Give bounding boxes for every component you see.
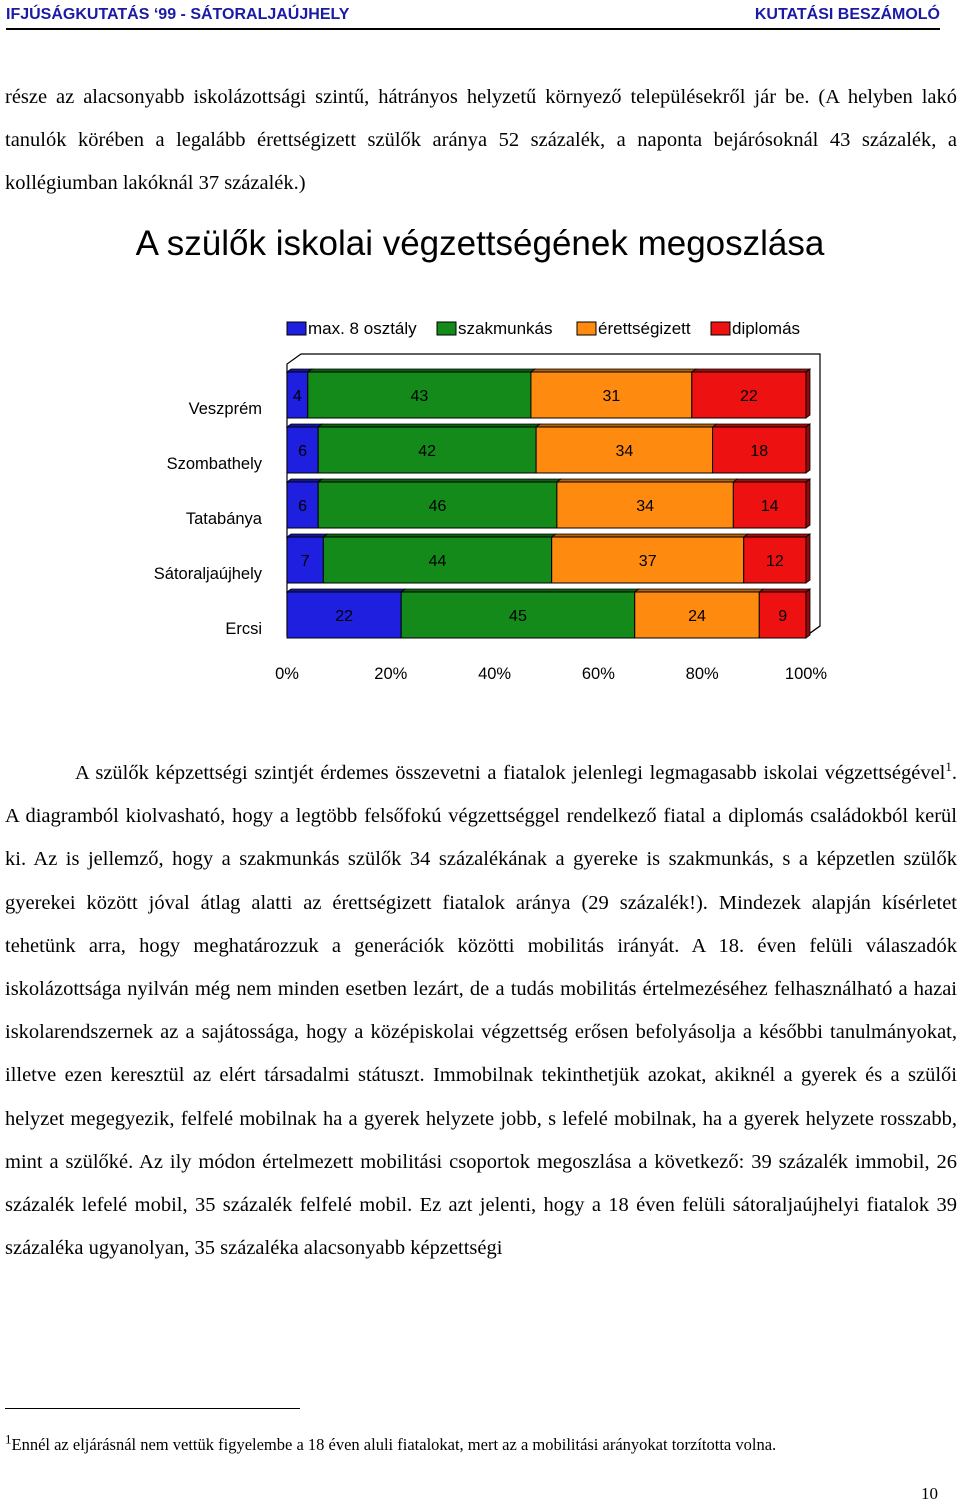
category-label: Ercsi	[225, 620, 262, 638]
legend-label: max. 8 osztály	[308, 319, 417, 338]
data-label: 44	[428, 553, 447, 570]
data-label: 7	[300, 553, 310, 570]
data-label: 9	[778, 608, 788, 625]
data-label: 42	[418, 443, 437, 460]
legend-label: diplomás	[732, 319, 801, 338]
body-paragraph	[5, 752, 957, 1270]
data-label: 31	[602, 388, 621, 405]
header-title: IFJÚSÁGKUTATÁS ‘99 - SÁTORALJAÚJHELY	[6, 6, 350, 23]
bar-segment-side	[806, 369, 810, 418]
legend-swatch	[287, 322, 306, 335]
data-label: 14	[760, 498, 779, 515]
stacked-bar-chart	[0, 300, 960, 710]
x-tick-label: 80%	[685, 665, 719, 683]
data-label: 34	[636, 498, 655, 515]
data-label: 6	[298, 443, 308, 460]
legend-swatch	[711, 322, 730, 335]
data-label: 46	[428, 498, 447, 515]
data-label: 22	[740, 388, 758, 405]
data-label: 4	[292, 388, 302, 405]
footnote-text: Ennél az eljárásnál nem vettük figyelembe a 18 éven aluli fiatalokat, mert az a mobilitási arányokat torzította volna.	[11, 1435, 777, 1454]
data-label: 24	[688, 608, 706, 625]
footnote-separator	[5, 1408, 300, 1409]
legend-swatch	[437, 322, 456, 335]
legend-label: érettségizett	[598, 319, 691, 338]
x-tick-label: 40%	[478, 665, 512, 683]
data-label: 22	[335, 608, 353, 625]
body-text-start: A szülők képzettségi szintjét érdemes összevetni a fiatalok jelenlegi legmagasabb iskolai végzettségével	[75, 762, 946, 784]
data-label: 18	[750, 443, 769, 460]
data-label: 45	[509, 608, 527, 625]
intro-paragraph	[5, 76, 957, 206]
x-tick-label: 0%	[275, 665, 299, 683]
footnote-reference: 1	[945, 759, 952, 775]
category-label: Szombathely	[166, 455, 262, 473]
bar-segment-side	[806, 424, 810, 473]
category-label: Tatabánya	[185, 510, 262, 528]
category-label: Sátoraljaújhely	[153, 565, 262, 583]
chart-title: A szülők iskolai végzettségének megoszlása	[135, 224, 825, 263]
page-header	[6, 4, 940, 30]
header-report-label: KUTATÁSI BESZÁMOLÓ	[754, 6, 940, 23]
intro-text: része az alacsonyabb iskolázottsági szintű, hátrányos helyzetű környező településekről jár be. (A helyben lakó tanulók körében a legalább érettségizett szülők aránya 52 százalék, a naponta bejárósoknál 43 százalék, a kollégiumban lakóknál 37 százalék.)	[5, 86, 957, 195]
data-label: 37	[638, 553, 657, 570]
data-label: 34	[615, 443, 634, 460]
bar-segment-side	[806, 589, 810, 638]
data-label: 43	[410, 388, 429, 405]
x-tick-label: 20%	[374, 665, 408, 683]
body-text-rest: . A diagramból kiolvasható, hogy a legtöbb felsőfokú végzettséggel rendelkező fiatal a diplomás családokból kerül ki. Az is jellemző, hogy a szakmunkás szülők 34 százalékának a gyereke is szakmunkás, s a képzetlen szülők gyerekei között jóval átlag alatti az érettségizett fiatalok aránya (29 százalék!). Mindezek alapján kísérletet tehetünk arra, hogy meghatározzuk a generációk közötti mobilitás irányát. A 18. éven felüli válaszadók iskolázottsága nyilván még nem minden esetben lezárt, de a tudás mobilitás értelmezéséhez felhasználható a hazai iskolarendszernek az a sajátossága, hogy a középiskolai végzettség erősen befolyásolja a későbbi tanulmányokat, illetve ezen keresztül az elért társadalmi státuszt. Immobilnak tekinthetjük azokat, akiknél a gyerek és a szülői helyzet megegyezik, felfelé mobilnak ha a gyerek helyzete jobb, s lefelé mobilnak, ha a gyerek helyzete rosszabb, mint a szülőké. Az ily módon értelmezett mobilitási csoportok megoszlása a következő: 39 százalék immobil, 26 százalék lefelé mobil, 35 százalék felfelé mobil. Ez azt jelenti, hogy a 18 éven felüli sátoraljaújhelyi fiatalok 39 százaléka ugyanolyan, 35 százaléka alacsonyabb képzettségi	[5, 762, 957, 1260]
category-label: Veszprém	[188, 400, 262, 418]
legend-swatch	[577, 322, 596, 335]
footnote-marker: 1	[5, 1431, 12, 1447]
data-label: 12	[765, 553, 784, 570]
data-label: 6	[298, 498, 308, 515]
legend-label: szakmunkás	[458, 319, 553, 338]
bar-segment-side	[806, 479, 810, 528]
bar-segment-side	[806, 534, 810, 583]
x-tick-label: 60%	[581, 665, 615, 683]
footnote	[5, 1432, 955, 1457]
x-tick-label: 100%	[784, 665, 828, 683]
page-number: 10	[921, 1484, 938, 1503]
